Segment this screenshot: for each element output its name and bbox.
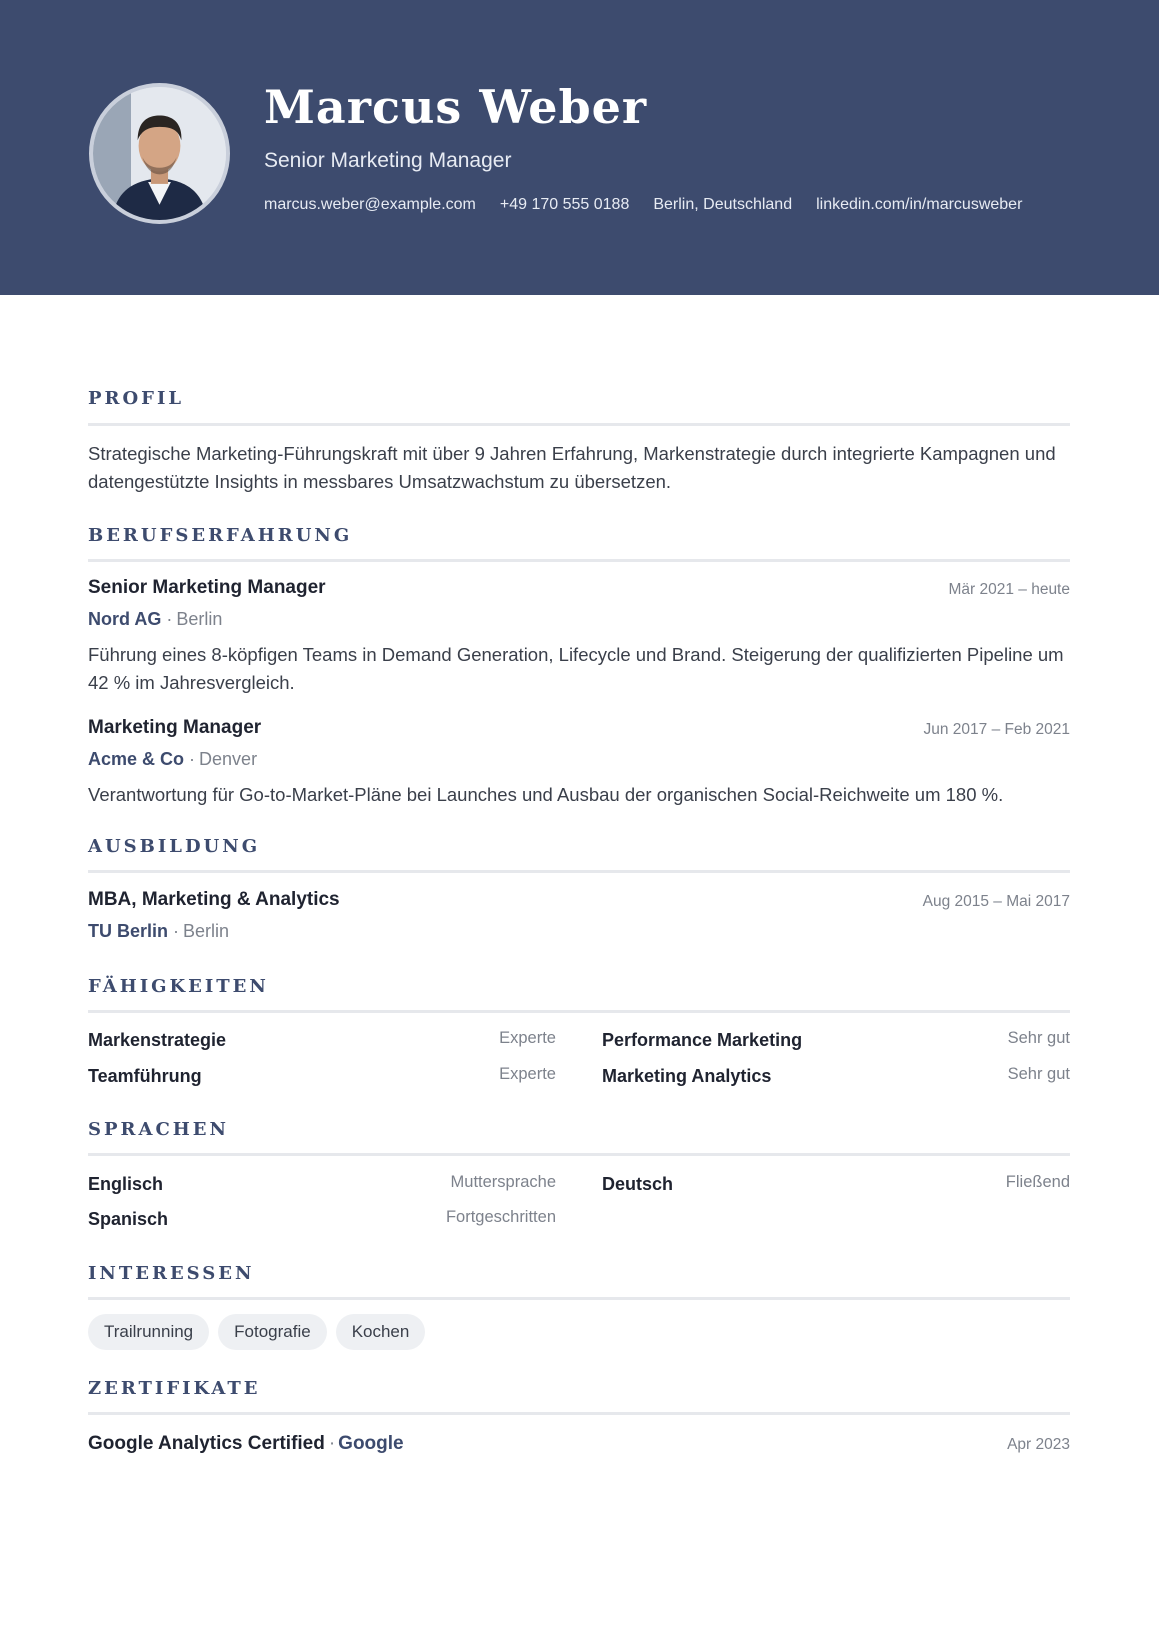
profile-photo	[89, 83, 230, 224]
job-title: Marketing Manager	[88, 717, 262, 738]
skill-name: Teamführung	[88, 1066, 202, 1086]
profile-summary: Strategische Marketing-Führungskraft mit über 9 Jahren Erfahrung, Markenstrategie durch integrierte Kampagnen und datengestützte Insights in messbares Umsatzwachstum zu übersetzen.	[88, 443, 1056, 492]
job-city: Berlin	[176, 609, 223, 629]
skill-name: Markenstrategie	[88, 1030, 227, 1050]
section-divider	[88, 1297, 1070, 1300]
job-date: Jun 2017 – Feb 2021	[923, 721, 1070, 738]
section-divider	[88, 1153, 1070, 1156]
language-name: Spanisch	[88, 1209, 169, 1229]
school-line	[88, 921, 229, 942]
section-divider	[88, 1412, 1070, 1415]
candidate-role: Senior Marketing Manager	[264, 149, 512, 172]
job-company-line	[88, 609, 222, 630]
section-title-experience: BERUFSERFAHRUNG	[88, 525, 353, 546]
section-divider	[88, 559, 1070, 562]
skill-level: Sehr gut	[1007, 1065, 1070, 1083]
interest-chip: Fotografie	[218, 1314, 327, 1350]
certificate-line	[88, 1433, 404, 1455]
section-title-profile: PROFIL	[88, 388, 185, 409]
job-company-line	[88, 749, 257, 770]
language-level: Fortgeschritten	[445, 1208, 556, 1226]
skill-name: Performance Marketing	[602, 1030, 803, 1050]
separator-dot: ·	[189, 749, 196, 769]
job-description: Führung eines 8-köpfigen Teams in Demand Generation, Lifecycle und Brand. Steigerung der qualifizierten Pipeline um 42 % im Jahresvergleich.	[88, 644, 1064, 693]
language-name: Englisch	[88, 1174, 164, 1194]
section-title-languages: SPRACHEN	[88, 1119, 229, 1140]
separator-dot: ·	[173, 921, 180, 941]
certificate-issuer: Google	[338, 1433, 404, 1454]
section-title-education: AUSBILDUNG	[88, 836, 261, 857]
person-portrait-icon	[93, 87, 226, 220]
language-level: Muttersprache	[450, 1173, 556, 1191]
email-link[interactable]: marcus.weber@example.com	[264, 196, 476, 213]
separator-dot: ·	[166, 609, 173, 629]
job-title: Senior Marketing Manager	[88, 577, 326, 598]
linkedin-link[interactable]: linkedin.com/in/marcusweber	[816, 196, 1023, 213]
skill-level: Sehr gut	[1007, 1029, 1070, 1047]
certificate-date: Apr 2023	[1007, 1436, 1070, 1453]
candidate-name: Marcus Weber	[264, 80, 648, 134]
skill-level: Experte	[499, 1065, 556, 1083]
section-title-skills: FÄHIGKEITEN	[88, 976, 269, 997]
certificate-name: Google Analytics Certified	[88, 1433, 325, 1454]
location: Berlin, Deutschland	[653, 196, 793, 213]
language-level: Fließend	[1005, 1173, 1070, 1191]
section-title-certificates: ZERTIFIKATE	[88, 1378, 261, 1399]
separator-dot: ·	[328, 1433, 336, 1454]
interest-chips	[88, 1314, 425, 1350]
contact-line	[264, 196, 1022, 214]
skill-level: Experte	[499, 1029, 556, 1047]
interest-chip: Kochen	[336, 1314, 426, 1350]
company-name: Acme & Co	[88, 749, 185, 769]
section-divider	[88, 1010, 1070, 1013]
job-description: Verantwortung für Go-to-Market-Pläne bei Launches und Ausbau der organischen Social-Reichweite um 180 %.	[88, 784, 1004, 805]
job-date: Mär 2021 – heute	[948, 581, 1070, 598]
school-city: Berlin	[183, 921, 230, 941]
skill-name: Marketing Analytics	[602, 1066, 772, 1086]
education-date: Aug 2015 – Mai 2017	[922, 893, 1070, 910]
resume-header	[0, 0, 1159, 295]
language-name: Deutsch	[602, 1174, 674, 1194]
section-title-interests: INTERESSEN	[88, 1263, 255, 1284]
company-name: Nord AG	[88, 609, 162, 629]
school-name: TU Berlin	[88, 921, 169, 941]
degree-title: MBA, Marketing & Analytics	[88, 889, 340, 910]
job-city: Denver	[199, 749, 258, 769]
section-divider	[88, 870, 1070, 873]
section-divider	[88, 423, 1070, 426]
phone-number: +49 170 555 0188	[499, 196, 630, 213]
interest-chip: Trailrunning	[88, 1314, 209, 1350]
